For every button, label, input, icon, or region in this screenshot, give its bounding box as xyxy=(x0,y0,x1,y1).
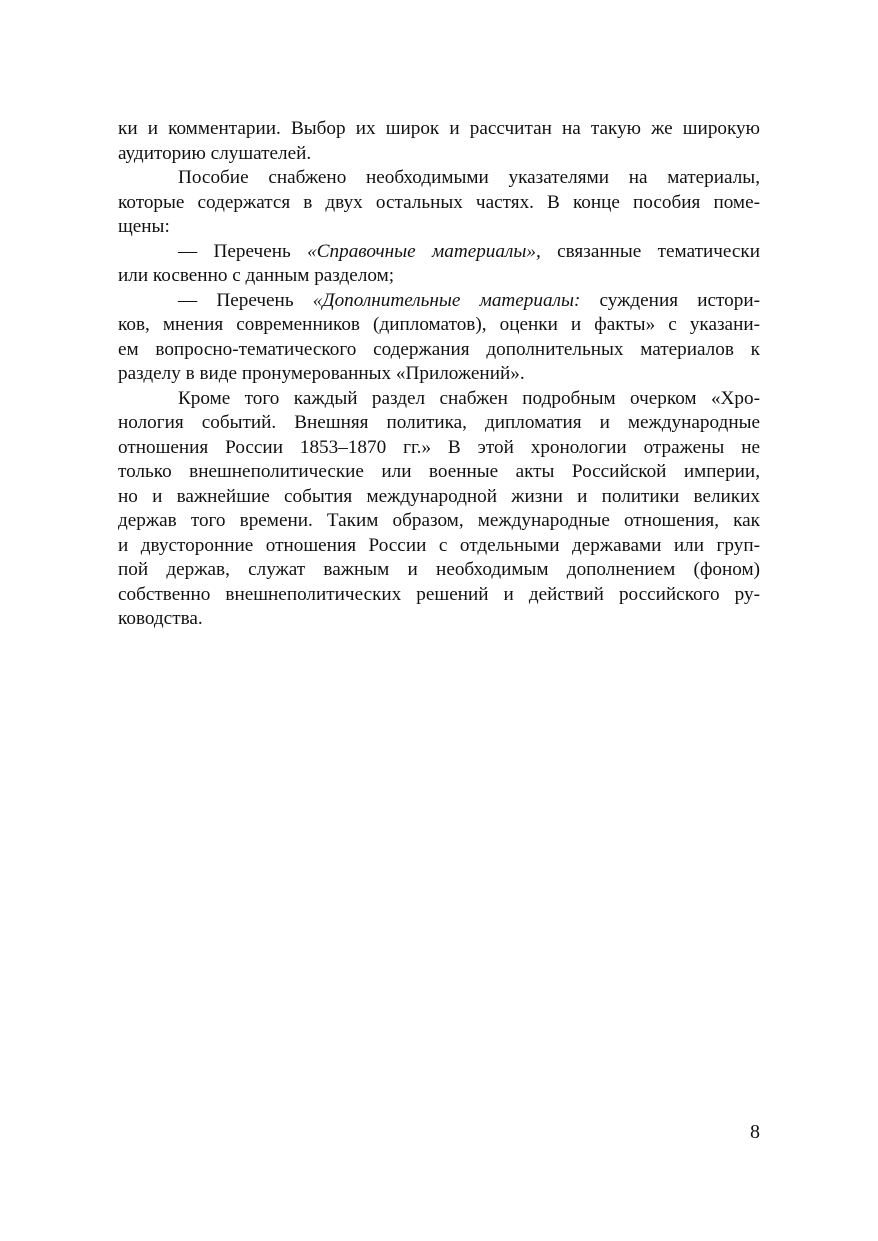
text-run: нология событий. Внешняя политика, дипломатия и международные xyxy=(118,412,760,433)
text-line xyxy=(118,264,760,289)
text-line xyxy=(118,534,760,559)
text-line xyxy=(118,509,760,534)
text-line xyxy=(118,117,760,142)
text-line xyxy=(118,166,760,191)
text-run: ки и комментарии. Выбор их широк и рассчитан на такую же широкую xyxy=(118,118,760,139)
text-run: ков, мнения современников (дипломатов), оценки и факты» с указани- xyxy=(118,314,760,335)
paragraph-5 xyxy=(118,387,760,632)
text-line xyxy=(118,583,760,608)
text-run: собственно внешнеполитических решений и действий российского ру- xyxy=(118,583,760,605)
text-run: ководства. xyxy=(118,608,203,629)
paragraph-2 xyxy=(118,166,760,240)
text-line xyxy=(118,558,760,583)
paragraph-4 xyxy=(118,289,760,387)
text-run: аудиторию слушателей. xyxy=(118,142,312,164)
text-run: ем вопросно-тематического содержания дополнительных материалов к xyxy=(118,338,760,360)
text-run: разделу в виде пронумерованных «Приложений». xyxy=(118,363,525,384)
text-line xyxy=(118,289,760,314)
text-run: Кроме того каждый раздел снабжен подробным очерком «Хро- xyxy=(178,387,760,409)
paragraph-1 xyxy=(118,117,760,166)
page-number: 8 xyxy=(750,1121,760,1143)
text-line xyxy=(118,240,760,265)
text-run: суждения истори- xyxy=(580,289,761,311)
text-run: — Перечень xyxy=(178,289,313,311)
text-line xyxy=(118,191,760,216)
text-run: пой держав, служат важным и необходимым дополнением (фоном) xyxy=(118,559,760,580)
text-run: которые содержатся в двух остальных частях. В конце пособия поме- xyxy=(118,191,760,213)
text-line xyxy=(118,215,760,240)
text-line xyxy=(118,436,760,461)
text-run: держав того времени. Таким образом, международные отношения, как xyxy=(118,510,760,531)
text-run: связанные тематически xyxy=(540,240,760,262)
text-run: отношения России 1853–1870 гг.» В этой хронологии отражены не xyxy=(118,436,760,458)
text-line xyxy=(118,338,760,363)
text-run: и двусторонние отношения России с отдельными державами или груп- xyxy=(118,534,760,556)
text-line xyxy=(118,411,760,436)
text-run: — Перечень xyxy=(178,240,308,262)
text-run: Пособие снабжено необходимыми указателями на материалы, xyxy=(178,167,760,188)
text-line xyxy=(118,313,760,338)
text-run: но и важнейшие события международной жизни и политики великих xyxy=(118,485,760,507)
text-run: только внешнеполитические или военные акты Российской империи, xyxy=(118,461,760,482)
italic-title: «Справочные материалы», xyxy=(307,240,541,262)
text-line xyxy=(118,142,760,167)
text-run: или косвенно с данным разделом; xyxy=(118,265,395,286)
document-body xyxy=(118,117,760,632)
italic-title: «Дополнительные материалы: xyxy=(312,289,581,311)
text-line xyxy=(118,362,760,387)
paragraph-3 xyxy=(118,240,760,289)
text-line xyxy=(118,387,760,412)
text-line xyxy=(118,485,760,510)
text-line xyxy=(118,607,760,632)
text-line xyxy=(118,460,760,485)
text-run: щены: xyxy=(118,216,170,237)
